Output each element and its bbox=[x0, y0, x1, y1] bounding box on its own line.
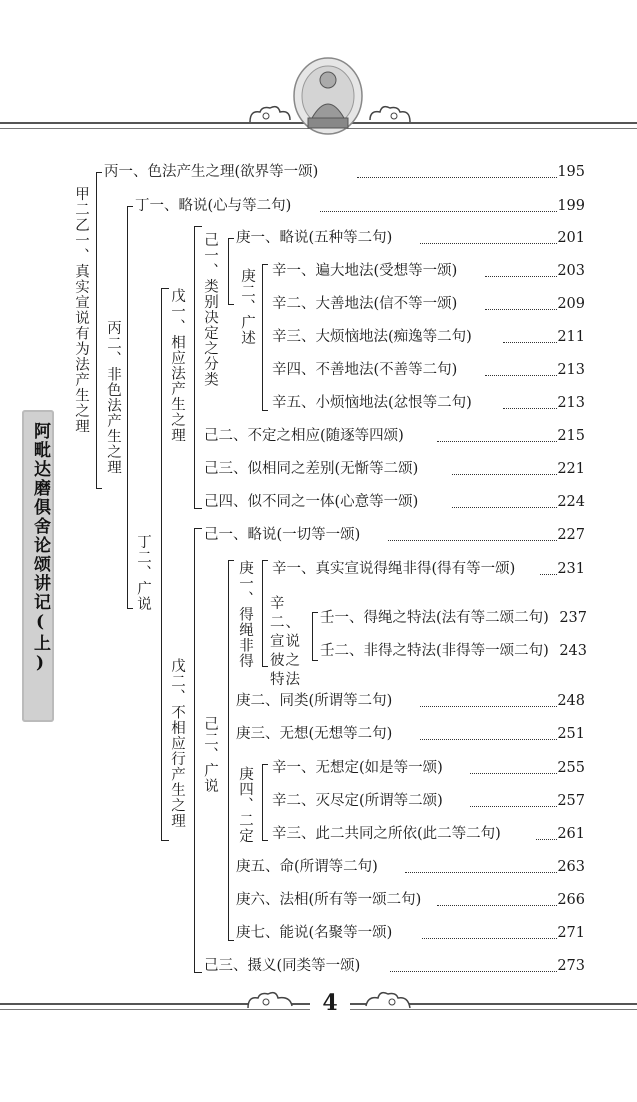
branch-wu1: 戊一、相应法产生之理 bbox=[169, 288, 185, 443]
bracket-line bbox=[262, 410, 268, 411]
toc-entry-text: 庚七、能说(名聚等一颂) bbox=[236, 925, 393, 941]
bracket-line bbox=[96, 172, 102, 173]
branch-ding2: 丁二、广说 bbox=[135, 534, 151, 612]
bracket-line bbox=[312, 612, 313, 660]
toc-entry-text: 辛二、大善地法(信不等一颂) bbox=[272, 296, 458, 312]
toc-entry-text: 壬二、非得之特法(非得等一颂二句) bbox=[320, 643, 549, 659]
branch-bing2: 丙二、非色法产生之理 bbox=[105, 320, 121, 475]
bracket-line bbox=[262, 264, 268, 265]
bracket-line bbox=[262, 560, 263, 666]
toc-entry-text: 辛二、灭尽定(所谓等二颂) bbox=[272, 793, 443, 809]
toc-entry-text: 丁一、略说(心与等二句) bbox=[135, 198, 292, 214]
bracket-line bbox=[228, 304, 234, 305]
toc-page-number: 195 bbox=[557, 164, 585, 180]
toc-entry-text: 庚三、无想(无想等二句) bbox=[236, 726, 393, 742]
bracket-line bbox=[96, 488, 102, 489]
leader-dots bbox=[405, 872, 557, 873]
toc-entry-text: 辛一、无想定(如是等一颂) bbox=[272, 760, 443, 776]
toc-page-number: 213 bbox=[557, 395, 585, 411]
bracket-line bbox=[161, 288, 169, 289]
toc-page-number: 248 bbox=[557, 693, 585, 709]
toc-page-number: 231 bbox=[557, 561, 585, 577]
bracket-line bbox=[194, 226, 195, 508]
toc-page-number: 221 bbox=[557, 461, 585, 477]
toc-page-number: 255 bbox=[557, 760, 585, 776]
toc-page-number: 209 bbox=[557, 296, 585, 312]
branch-xin2-label: 辛二、宣说彼之特法 bbox=[270, 596, 301, 688]
leader-dots bbox=[420, 243, 557, 244]
toc-page-number: 243 bbox=[559, 643, 587, 659]
toc-entry-text: 丙一、色法产生之理(欲界等一颂) bbox=[104, 164, 319, 180]
leader-dots bbox=[422, 938, 557, 939]
toc-entry-text: 庚六、法相(所有等一颂二句) bbox=[236, 892, 422, 908]
toc-page-number: 199 bbox=[557, 198, 585, 214]
branch-wu2: 戊二、不相应行产生之理 bbox=[169, 658, 185, 829]
bracket-line bbox=[228, 560, 234, 561]
cloud-ornament-footer-left-icon bbox=[244, 990, 296, 1012]
toc-entry-text: 壬一、得绳之特法(法有等二颂二句) bbox=[320, 610, 549, 626]
toc-page-number: 215 bbox=[557, 428, 585, 444]
leader-dots bbox=[503, 408, 557, 409]
branch-geng4: 庚四、二定 bbox=[237, 766, 253, 844]
toc-page-number: 273 bbox=[557, 958, 585, 974]
bracket-line bbox=[312, 660, 318, 661]
bracket-line bbox=[262, 560, 268, 561]
leader-dots bbox=[452, 507, 557, 508]
toc-page-number: 261 bbox=[557, 826, 585, 842]
toc-page-number: 227 bbox=[557, 527, 585, 543]
branch-jia: 甲二乙一、真实宣说有为法产生之理 bbox=[73, 186, 89, 434]
toc-page-number: 251 bbox=[557, 726, 585, 742]
toc-entry-text: 辛一、真实宣说得绳非得(得有等一颂) bbox=[272, 561, 516, 577]
leader-dots bbox=[437, 441, 557, 442]
toc-entry-text: 庚二、同类(所谓等二句) bbox=[236, 693, 393, 709]
leader-dots bbox=[357, 177, 557, 178]
leader-dots bbox=[437, 905, 557, 906]
bracket-line bbox=[96, 172, 97, 488]
branch-geng1: 庚一、得绳非得 bbox=[237, 560, 253, 669]
leader-dots bbox=[390, 971, 557, 972]
toc-page-number: 213 bbox=[557, 362, 585, 378]
toc-entry-text: 庚五、命(所谓等二句) bbox=[236, 859, 378, 875]
leader-dots bbox=[485, 309, 557, 310]
toc-entry-text: 己三、似相同之差别(无惭等二颂) bbox=[204, 461, 419, 477]
toc-page-number: 237 bbox=[559, 610, 587, 626]
bracket-line bbox=[262, 666, 268, 667]
leader-dots bbox=[420, 706, 557, 707]
toc-page-number: 263 bbox=[557, 859, 585, 875]
leader-dots bbox=[388, 540, 557, 541]
bracket-line bbox=[127, 608, 133, 609]
bracket-line bbox=[262, 764, 263, 840]
toc-entry-text: 辛三、大烦恼地法(痴逸等二句) bbox=[272, 329, 472, 345]
leader-dots bbox=[452, 474, 557, 475]
bracket-line bbox=[161, 288, 162, 840]
toc-entry-text: 辛四、不善地法(不善等二句) bbox=[272, 362, 458, 378]
branch-ji2: 己二、广说 bbox=[202, 716, 218, 794]
cloud-ornament-left-icon bbox=[246, 104, 294, 126]
toc-page-number: 271 bbox=[557, 925, 585, 941]
bracket-line bbox=[262, 764, 268, 765]
toc-page-number: 257 bbox=[557, 793, 585, 809]
toc-entry-text: 辛五、小烦恼地法(忿恨等二句) bbox=[272, 395, 472, 411]
toc-entry-text: 辛一、遍大地法(受想等一颂) bbox=[272, 263, 458, 279]
leader-dots bbox=[470, 773, 557, 774]
bracket-line bbox=[228, 560, 229, 940]
bracket-line bbox=[194, 528, 202, 529]
bracket-line bbox=[127, 206, 133, 207]
toc-page-number: 203 bbox=[557, 263, 585, 279]
book-title: 阿毗达磨俱舍论颂讲记(上) bbox=[30, 422, 50, 675]
buddha-emblem-icon bbox=[290, 56, 366, 136]
toc-entry-text: 己一、略说(一切等一颂) bbox=[204, 527, 361, 543]
bracket-line bbox=[312, 612, 318, 613]
cloud-ornament-footer-right-icon bbox=[362, 990, 414, 1012]
leader-dots bbox=[485, 375, 557, 376]
leader-dots bbox=[536, 839, 557, 840]
toc-entry-text: 己三、摄义(同类等一颂) bbox=[204, 958, 361, 974]
bracket-line bbox=[194, 508, 202, 509]
leader-dots bbox=[320, 211, 557, 212]
bracket-line bbox=[194, 972, 202, 973]
bracket-line bbox=[262, 840, 268, 841]
leader-dots bbox=[503, 342, 557, 343]
toc-entry-text: 己二、不定之相应(随逐等四颂) bbox=[204, 428, 404, 444]
branch-geng2: 庚二、广述 bbox=[239, 268, 255, 346]
bracket-line bbox=[228, 940, 234, 941]
cloud-ornament-right-icon bbox=[366, 104, 414, 126]
toc-page-number: 224 bbox=[557, 494, 585, 510]
bracket-line bbox=[228, 238, 229, 304]
bracket-line bbox=[228, 238, 234, 239]
toc-page-number: 211 bbox=[557, 329, 585, 345]
page-number: 4 bbox=[310, 990, 350, 1016]
leader-dots bbox=[420, 739, 557, 740]
toc-entry-text: 庚一、略说(五种等二句) bbox=[236, 230, 393, 246]
toc-page-number: 201 bbox=[557, 230, 585, 246]
leader-dots bbox=[470, 806, 557, 807]
toc-entry-text: 辛三、此二共同之所依(此二等二句) bbox=[272, 826, 501, 842]
leader-dots bbox=[485, 276, 557, 277]
bracket-line bbox=[262, 264, 263, 410]
toc-page-number: 266 bbox=[557, 892, 585, 908]
branch-ji1: 己一、类别决定之分类 bbox=[202, 232, 218, 387]
bracket-line bbox=[127, 206, 128, 608]
bracket-line bbox=[194, 528, 195, 972]
bracket-line bbox=[161, 840, 169, 841]
bracket-line bbox=[194, 226, 202, 227]
toc-entry-text: 己四、似不同之一体(心意等一颂) bbox=[204, 494, 419, 510]
